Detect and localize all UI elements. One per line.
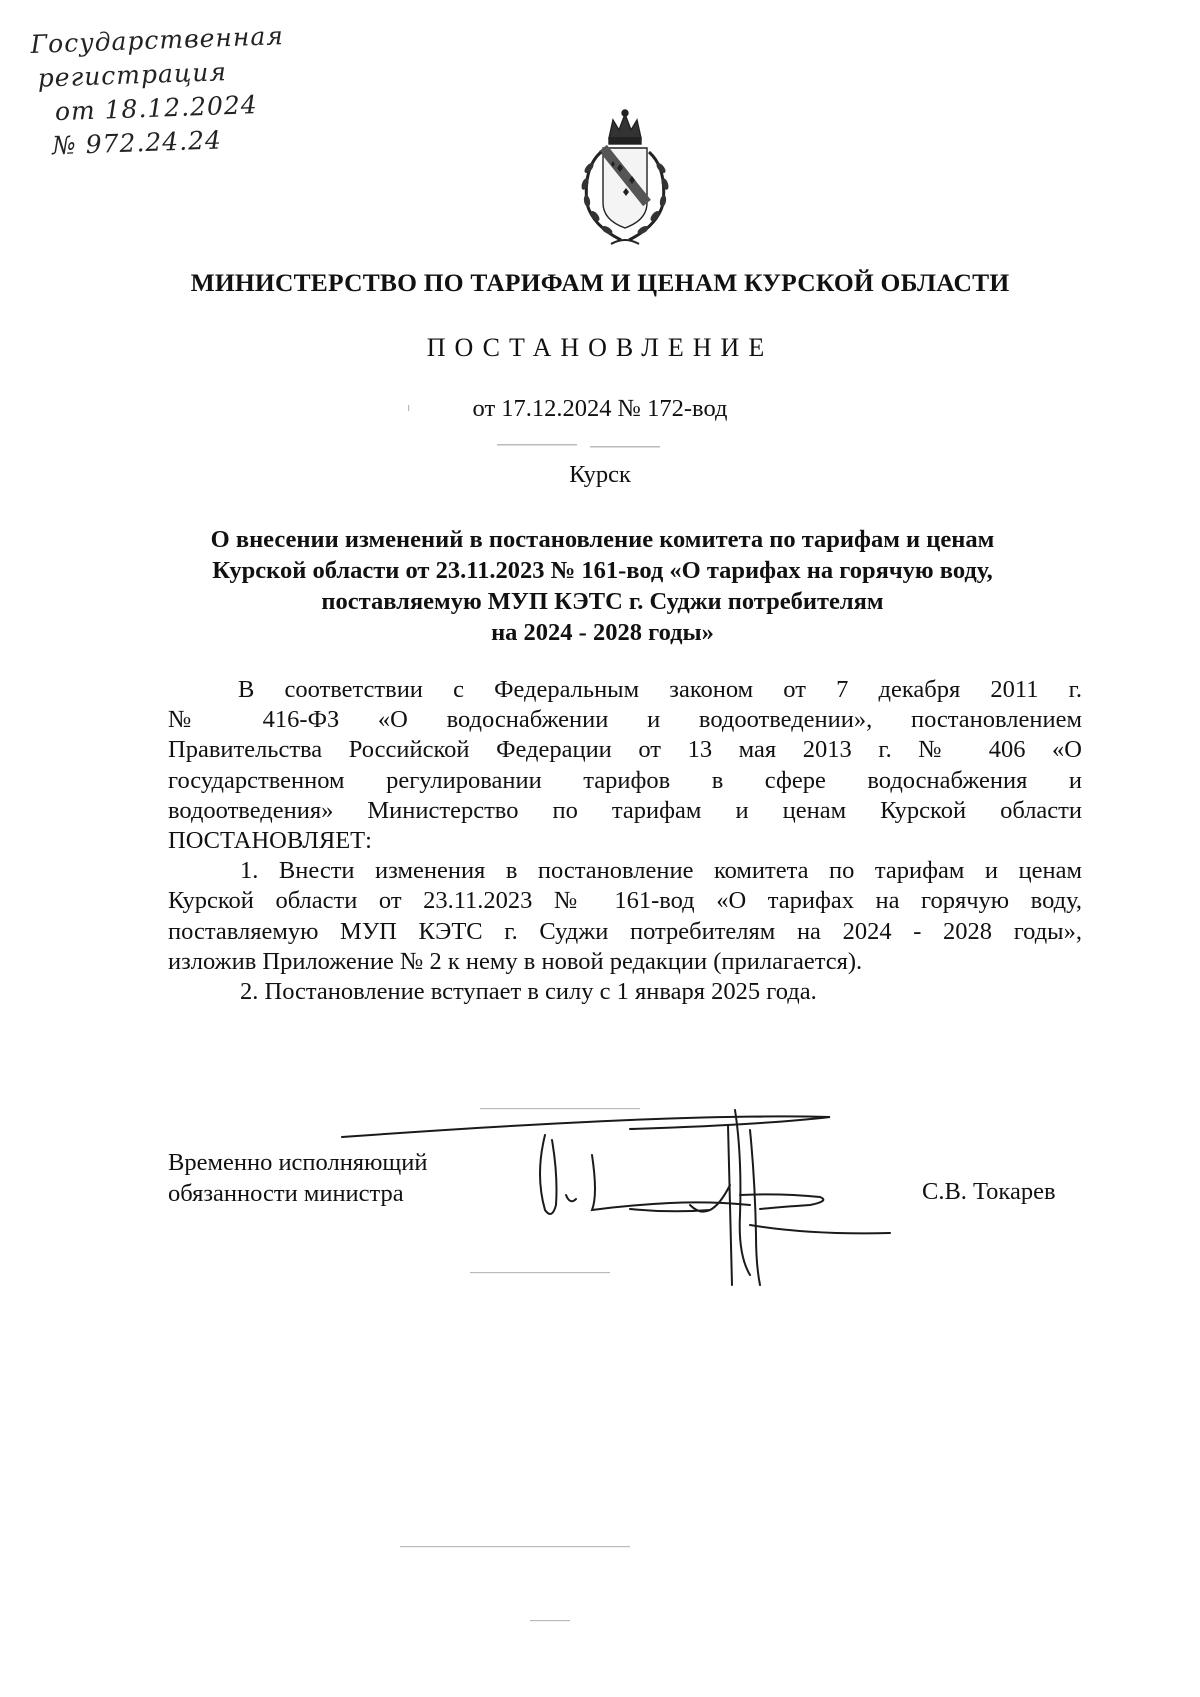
- body-line: № 416-ФЗ «О водоснабжении и водоотведении», постановлением: [168, 706, 1082, 734]
- body-line: ПОСТАНОВЛЯЕТ:: [168, 827, 372, 855]
- document-date-number: от 17.12.2024 № 172-вод: [472, 395, 728, 422]
- subject-line: поставляемую МУП КЭТС г. Суджи потребителям: [321, 588, 884, 615]
- subject-line: на 2024 - 2028 годы»: [491, 619, 714, 646]
- subject-line: О внесении изменений в постановление комитета по тарифам и ценам: [210, 526, 995, 553]
- document-type: ПОСТАНОВЛЕНИЕ: [426, 333, 774, 362]
- document-city: Курск: [569, 461, 631, 488]
- body-line: поставляемую МУП КЭТС г. Суджи потребителям на 2024 - 2028 годы»,: [168, 917, 1082, 945]
- registration-note-line1: Государственная: [30, 21, 285, 59]
- subject-line: Курской области от 23.11.2023 № 161-вод «О тарифах на горячую воду,: [212, 557, 993, 584]
- body-line: В соответствии с Федеральным законом от 7 декабря 2011 г.: [238, 676, 1082, 703]
- body-line: 2. Постановление вступает в силу с 1 января 2025 года.: [240, 978, 817, 1006]
- handwritten-signature: [330, 1085, 940, 1295]
- body-line: водоотведения» Министерство по тарифам и ценам Курской области: [168, 796, 1082, 824]
- body-line: 1. Внести изменения в постановление комитета по тарифам и ценам: [240, 857, 1082, 885]
- body-line: Правительства Российской Федерации от 13 мая 2013 г. № 406 «О: [168, 736, 1082, 764]
- body-line: Курской области от 23.11.2023 № 161-вод «О тарифах на горячую воду,: [168, 887, 1082, 915]
- signatory-name: С.В. Токарев: [922, 1178, 1056, 1205]
- body-line: изложив Приложение № 2 к нему в новой редакции (прилагается).: [168, 947, 863, 975]
- position-line: обязанности министра: [168, 1180, 404, 1207]
- document-body: [168, 675, 1082, 1007]
- registration-note-line2: регистрация: [37, 57, 228, 93]
- body-line: государственном регулировании тарифов в сфере водоснабжения и: [168, 766, 1082, 794]
- kursk-coat-of-arms-icon: [565, 108, 685, 253]
- registration-note-date: от 18.12.2024: [54, 90, 259, 127]
- registration-handwritten-note: [30, 18, 335, 164]
- position-line: Временно исполняющий: [168, 1149, 428, 1176]
- ministry-title: МИНИСТЕРСТВО ПО ТАРИФАМ И ЦЕНАМ КУРСКОЙ ОБЛАСТИ: [190, 268, 1010, 297]
- registration-note-number: № 972.24.24: [51, 125, 223, 161]
- document-subject: [150, 524, 1055, 648]
